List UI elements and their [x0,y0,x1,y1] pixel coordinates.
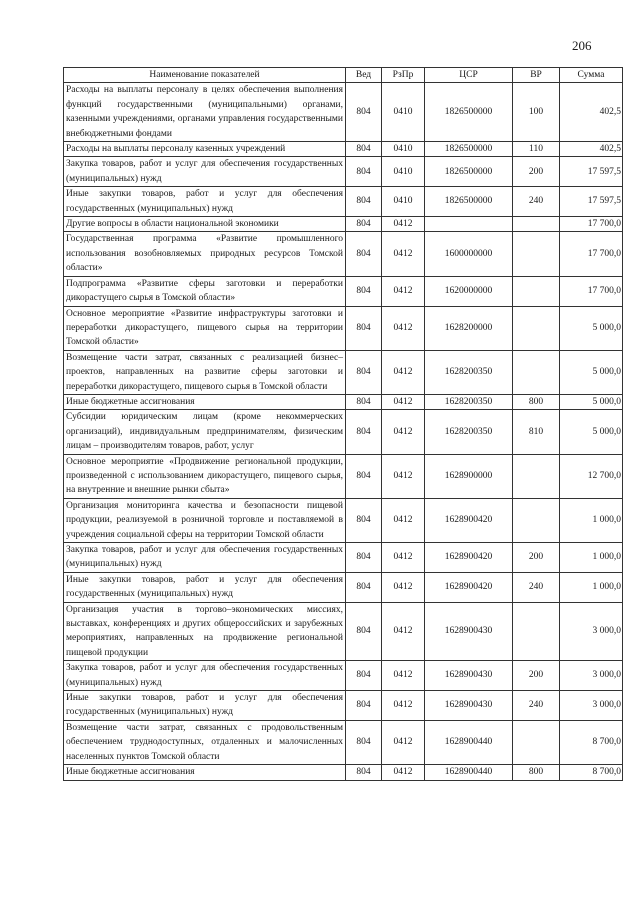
row-name: Иные закупки товаров, работ и услуг для обеспечения государственных (муниципальных) нужд [64,572,346,602]
row-rzpr: 0412 [382,217,425,232]
row-csr: 1628200350 [425,410,513,454]
row-ved: 804 [346,691,382,721]
row-csr: 1826500000 [425,187,513,217]
row-csr: 1628900420 [425,543,513,573]
row-name: Субсидии юридическим лицам (кроме некоммерческих организаций), индивидуальным предпринимателям, физическим лицам – производителям товаров, работ, услуг [64,410,346,454]
table-row [64,572,623,602]
column-header-ved: Вед [346,68,382,83]
row-rzpr: 0412 [382,543,425,573]
table-row [64,83,623,142]
page-number: 206 [572,38,592,53]
column-header-sum: Сумма [560,68,623,83]
row-sum: 5 000,0 [560,394,623,409]
row-sum: 3 000,0 [560,602,623,661]
row-rzpr: 0410 [382,187,425,217]
row-vr: 200 [513,157,560,187]
row-csr: 1628200000 [425,306,513,350]
row-name: Иные бюджетные ассигнования [64,765,346,780]
row-ved: 804 [346,765,382,780]
row-vr: 100 [513,83,560,142]
row-sum: 17 700,0 [560,232,623,276]
row-ved: 804 [346,602,382,661]
row-csr: 1628900000 [425,454,513,498]
row-sum: 3 000,0 [560,691,623,721]
row-name: Организация мониторинга качества и безопасности пищевой продукции, реализуемой в розничной торговле и поставляемой в учреждения социальной сферы на территории Томской области [64,498,346,542]
row-csr: 1826500000 [425,83,513,142]
column-header-csr: ЦСР [425,68,513,83]
row-ved: 804 [346,142,382,157]
row-rzpr: 0412 [382,454,425,498]
row-vr [513,306,560,350]
row-vr: 800 [513,394,560,409]
row-rzpr: 0412 [382,691,425,721]
row-ved: 804 [346,394,382,409]
row-ved: 804 [346,661,382,691]
row-ved: 804 [346,454,382,498]
row-sum: 1 000,0 [560,498,623,542]
row-csr: 1628200350 [425,350,513,394]
row-ved: 804 [346,187,382,217]
row-vr [513,232,560,276]
row-ved: 804 [346,720,382,764]
column-header-vr: ВР [513,68,560,83]
row-vr [513,454,560,498]
row-ved: 804 [346,572,382,602]
row-rzpr: 0412 [382,276,425,306]
row-vr: 200 [513,543,560,573]
row-sum: 5 000,0 [560,350,623,394]
row-vr [513,720,560,764]
column-header-name: Наименование показателей [64,68,346,83]
row-rzpr: 0412 [382,720,425,764]
row-sum: 402,5 [560,83,623,142]
row-vr [513,498,560,542]
row-csr: 1628900430 [425,691,513,721]
row-sum: 17 700,0 [560,276,623,306]
row-name: Закупка товаров, работ и услуг для обеспечения государственных (муниципальных) нужд [64,543,346,573]
table-row [64,765,623,780]
row-csr: 1628200350 [425,394,513,409]
row-ved: 804 [346,276,382,306]
table-row [64,306,623,350]
table-row [64,217,623,232]
row-rzpr: 0412 [382,498,425,542]
row-rzpr: 0412 [382,661,425,691]
row-ved: 804 [346,410,382,454]
row-rzpr: 0412 [382,350,425,394]
row-rzpr: 0410 [382,157,425,187]
table-row [64,691,623,721]
row-name: Подпрограмма «Развитие сферы заготовки и переработки дикорастущего сырья в Томской области» [64,276,346,306]
row-name: Закупка товаров, работ и услуг для обеспечения государственных (муниципальных) нужд [64,157,346,187]
row-sum: 1 000,0 [560,543,623,573]
row-vr: 110 [513,142,560,157]
row-rzpr: 0410 [382,142,425,157]
row-ved: 804 [346,498,382,542]
row-ved: 804 [346,157,382,187]
row-vr: 240 [513,187,560,217]
row-sum: 8 700,0 [560,720,623,764]
column-header-rzpr: РзПр [382,68,425,83]
row-csr: 1600000000 [425,232,513,276]
table-row [64,543,623,573]
table-row [64,602,623,661]
row-name: Закупка товаров, работ и услуг для обеспечения государственных (муниципальных) нужд [64,661,346,691]
row-ved: 804 [346,232,382,276]
row-name: Расходы на выплаты персоналу казенных учреждений [64,142,346,157]
row-csr: 1826500000 [425,142,513,157]
table-body [64,83,623,780]
table-row [64,410,623,454]
row-rzpr: 0412 [382,410,425,454]
row-vr: 800 [513,765,560,780]
row-name: Иные закупки товаров, работ и услуг для обеспечения государственных (муниципальных) нужд [64,691,346,721]
row-sum: 17 597,5 [560,187,623,217]
row-vr: 240 [513,572,560,602]
row-rzpr: 0412 [382,765,425,780]
row-vr: 200 [513,661,560,691]
row-rzpr: 0412 [382,394,425,409]
row-csr: 1628900430 [425,602,513,661]
table-row [64,187,623,217]
row-rzpr: 0412 [382,602,425,661]
row-ved: 804 [346,83,382,142]
row-name: Организация участия в торгово–экономических миссиях, выставках, конференциях и других общероссийских и зарубежных мероприятиях, направленных на продвижение региональной пищевой продукции [64,602,346,661]
row-vr [513,276,560,306]
row-sum: 12 700,0 [560,454,623,498]
row-rzpr: 0412 [382,572,425,602]
row-sum: 17 597,5 [560,157,623,187]
row-name: Возмещение части затрат, связанных с продовольственным обеспечением труднодоступных, отдаленных и малочисленных населенных пунктов Томской области [64,720,346,764]
row-csr [425,217,513,232]
row-csr: 1628900420 [425,572,513,602]
row-sum: 17 700,0 [560,217,623,232]
table-row [64,276,623,306]
row-vr: 240 [513,691,560,721]
row-vr: 810 [513,410,560,454]
row-vr [513,217,560,232]
row-ved: 804 [346,217,382,232]
row-ved: 804 [346,306,382,350]
row-name: Государственная программа «Развитие промышленного использования возобновляемых природных ресурсов Томской области» [64,232,346,276]
row-csr: 1628900420 [425,498,513,542]
table-row [64,661,623,691]
row-csr: 1620000000 [425,276,513,306]
table-row [64,454,623,498]
row-rzpr: 0412 [382,232,425,276]
table-header-row [64,68,623,83]
row-name: Другие вопросы в области национальной экономики [64,217,346,232]
row-sum: 5 000,0 [560,306,623,350]
table-row [64,232,623,276]
row-name: Основное мероприятие «Развитие инфраструктуры заготовки и переработки дикорастущего, пищевого сырья на территории Томской области» [64,306,346,350]
row-sum: 5 000,0 [560,410,623,454]
table-row [64,720,623,764]
row-csr: 1628900430 [425,661,513,691]
row-sum: 402,5 [560,142,623,157]
row-name: Расходы на выплаты персоналу в целях обеспечения выполнения функций государственными (муниципальными) органами, казенными учреждениями, органами управления государственными внебюджетными фондами [64,83,346,142]
row-sum: 8 700,0 [560,765,623,780]
table-row [64,498,623,542]
row-name: Иные бюджетные ассигнования [64,394,346,409]
row-name: Иные закупки товаров, работ и услуг для обеспечения государственных (муниципальных) нужд [64,187,346,217]
table-row [64,157,623,187]
row-vr [513,350,560,394]
row-vr [513,602,560,661]
row-rzpr: 0410 [382,83,425,142]
row-csr: 1826500000 [425,157,513,187]
table-row [64,142,623,157]
row-rzpr: 0412 [382,306,425,350]
row-ved: 804 [346,350,382,394]
table-row [64,350,623,394]
row-name: Основное мероприятие «Продвижение региональной продукции, произведенной с использованием дикорастущего, пищевого сырья, на внутренние и внешние рынки сбыта» [64,454,346,498]
row-csr: 1628900440 [425,720,513,764]
row-name: Возмещение части затрат, связанных с реализацией бизнес–проектов, направленных на развитие сферы заготовки и переработки дикорастущего, пищевого сырья в Томской области [64,350,346,394]
row-csr: 1628900440 [425,765,513,780]
row-sum: 1 000,0 [560,572,623,602]
table-row [64,394,623,409]
row-ved: 804 [346,543,382,573]
budget-table [63,67,623,781]
row-sum: 3 000,0 [560,661,623,691]
